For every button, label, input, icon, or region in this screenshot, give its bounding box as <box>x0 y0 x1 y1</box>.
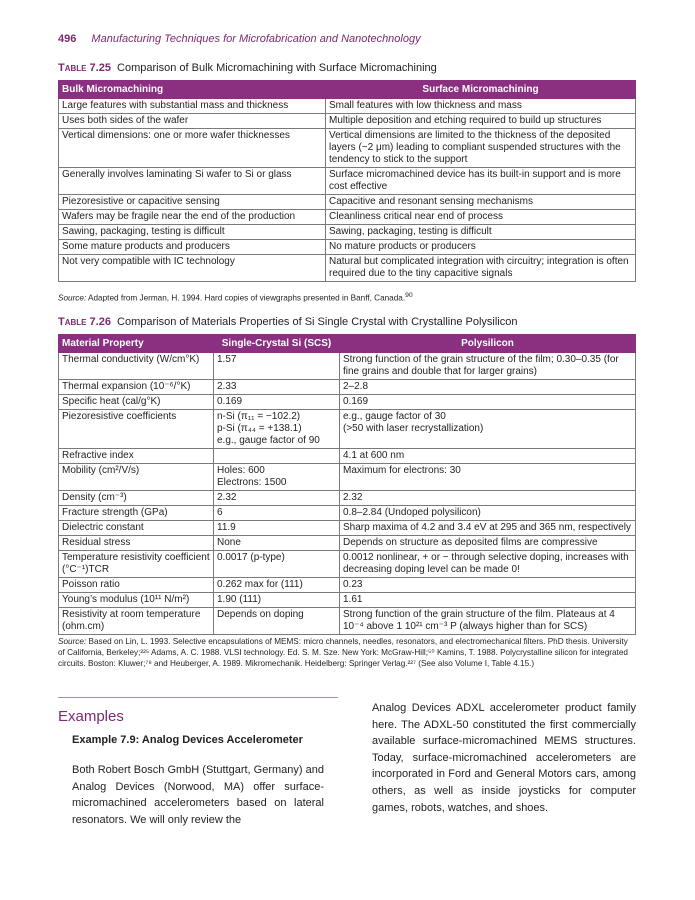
table-725-title: Comparison of Bulk Micromachining with Surface Micromachining <box>117 62 437 74</box>
table-cell: Residual stress <box>59 536 214 551</box>
page-number: 496 <box>58 33 77 45</box>
table-cell: 0.169 <box>214 395 340 410</box>
table-cell: 1.61 <box>340 593 636 608</box>
table-cell: 2.33 <box>214 380 340 395</box>
source-label: Source: <box>58 637 87 646</box>
table-row <box>59 210 636 225</box>
table-726-label: Table 7.26 <box>58 316 111 328</box>
table-725-source <box>58 290 413 304</box>
table-cell: Some mature products and producers <box>59 240 326 255</box>
table-row <box>59 380 636 395</box>
table-row <box>59 551 636 578</box>
table-cell: Generally involves laminating Si wafer to Si or glass <box>59 168 326 195</box>
table-cell: Natural but complicated integration with circuitry; integration is often required due to the tiny capacitive signals <box>326 255 636 282</box>
source-label: Source: <box>58 293 87 303</box>
table-cell <box>214 449 340 464</box>
table-cell: Surface micromachined device has its built-in support and is more cost effective <box>326 168 636 195</box>
example-title: Example 7.9: Analog Devices Accelerometer <box>72 734 303 746</box>
table-cell: Depends on structure as deposited films are compressive <box>340 536 636 551</box>
table-row <box>59 99 636 114</box>
table-row <box>59 521 636 536</box>
table-cell: 4.1 at 600 nm <box>340 449 636 464</box>
table-row <box>59 464 636 491</box>
table-cell: Capacitive and resonant sensing mechanisms <box>326 195 636 210</box>
table-row <box>59 395 636 410</box>
table-row <box>59 608 636 635</box>
table-cell: 0.262 max for (111) <box>214 578 340 593</box>
table-725-header: Surface Micromachining <box>326 81 636 99</box>
table-cell: Depends on doping <box>214 608 340 635</box>
table-cell: Thermal conductivity (W/cm°K) <box>59 353 214 380</box>
table-cell: None <box>214 536 340 551</box>
table-726 <box>58 334 636 635</box>
table-cell: Not very compatible with IC technology <box>59 255 326 282</box>
table-cell: Young’s modulus (10¹¹ N/m²) <box>59 593 214 608</box>
source-text: Based on Lin, L. 1993. Selective encapsulations of MEMS: micro channels, needles, resonators, and electromechanical filters. PhD thesis. University of California, Berkeley;²²⁵ Adams, A. C. 1988. VLSI technology. Ed. S. M. Sze. New York: McGraw-Hill;⁵⁰ Kamins, T. 1988. Polycrystalline silicon for integrated circuits. Boston: Kluwer;⁷⁸ and Heuberger, A. 1989. Mikromechanik. Heidelberg: Springer Verlag.²²⁷ (See also Volume I, Table 4.15.) <box>58 637 628 668</box>
table-cell: 0.23 <box>340 578 636 593</box>
table-cell: Holes: 600 Electrons: 1500 <box>214 464 340 491</box>
table-cell: Thermal expansion (10⁻⁶/°K) <box>59 380 214 395</box>
table-cell: e.g., gauge factor of 30 (>50 with laser recrystallization) <box>340 410 636 449</box>
table-row <box>59 114 636 129</box>
running-head <box>58 33 421 45</box>
table-row <box>59 353 636 380</box>
table-row <box>59 240 636 255</box>
table-row <box>59 578 636 593</box>
table-cell: 2.32 <box>214 491 340 506</box>
table-cell: Cleanliness critical near end of process <box>326 210 636 225</box>
table-row <box>59 593 636 608</box>
table-cell: Piezoresistive coefficients <box>59 410 214 449</box>
table-cell: 1.90 (111) <box>214 593 340 608</box>
table-cell: Specific heat (cal/g°K) <box>59 395 214 410</box>
table-cell: Poisson ratio <box>59 578 214 593</box>
table-cell: 6 <box>214 506 340 521</box>
table-row <box>59 255 636 282</box>
table-cell: Sawing, packaging, testing is difficult <box>326 225 636 240</box>
table-row <box>59 129 636 168</box>
table-row <box>59 536 636 551</box>
table-726-caption <box>58 316 517 328</box>
table-row <box>59 491 636 506</box>
table-cell: Vertical dimensions are limited to the thickness of the deposited layers (~2 μm) leading to compliant suspended structures with the tendency to stick to the support <box>326 129 636 168</box>
table-726-title: Comparison of Materials Properties of Si Single Crystal with Crystalline Polysilicon <box>117 316 518 328</box>
table-cell: 0.0017 (p-type) <box>214 551 340 578</box>
table-cell: 0.169 <box>340 395 636 410</box>
left-paragraph: Both Robert Bosch GmbH (Stuttgart, Germany) and Analog Devices (Norwood, MA) offer surface-micromachined accelerometers based on lateral resonators. We will only review the <box>72 764 324 826</box>
table-row <box>59 225 636 240</box>
table-row <box>59 506 636 521</box>
source-text: Adapted from Jerman, H. 1994. Hard copies of viewgraphs presented in Banff, Canada. <box>88 293 406 303</box>
table-cell: 1.57 <box>214 353 340 380</box>
table-cell: 0.8–2.84 (Undoped polysilicon) <box>340 506 636 521</box>
table-cell: Strong function of the grain structure of the film. Plateaus at 4 10⁻⁴ above 1 10²¹ cm⁻³ P (always higher than for SCS) <box>340 608 636 635</box>
table-row <box>59 168 636 195</box>
table-cell: Mobility (cm²/V/s) <box>59 464 214 491</box>
right-paragraph: Analog Devices ADXL accelerometer product family here. The ADXL-50 constituted the first commercially available surface-micromachined MEMS structures. Today, surface-micromachined accelerometers are incorporated in Ford and General Motors cars, among others, as well as inside joysticks for computer games, robots, watches, and shoes. <box>372 702 636 814</box>
table-725-header: Bulk Micromachining <box>59 81 326 99</box>
table-725-caption <box>58 62 437 74</box>
table-cell: 2–2.8 <box>340 380 636 395</box>
table-cell: Density (cm⁻³) <box>59 491 214 506</box>
book-title: Manufacturing Techniques for Microfabrication and Nanotechnology <box>91 33 421 45</box>
examples-heading: Examples <box>58 708 124 725</box>
table-725 <box>58 80 636 282</box>
table-cell: Fracture strength (GPa) <box>59 506 214 521</box>
table-cell: 11.9 <box>214 521 340 536</box>
table-cell: Temperature resistivity coefficient (°C⁻¹)TCR <box>59 551 214 578</box>
table-cell: Piezoresistive or capacitive sensing <box>59 195 326 210</box>
table-row <box>59 195 636 210</box>
table-cell: Refractive index <box>59 449 214 464</box>
source-ref: 90 <box>405 292 413 299</box>
table-row <box>59 410 636 449</box>
table-726-header: Polysilicon <box>340 335 636 353</box>
table-cell: n-Si (π₁₁ = −102.2) p-Si (π₄₄ = +138.1) e.g., gauge factor of 90 <box>214 410 340 449</box>
table-726-header: Single-Crystal Si (SCS) <box>214 335 340 353</box>
section-divider <box>58 697 338 698</box>
table-726-source <box>58 636 636 669</box>
table-cell: Maximum for electrons: 30 <box>340 464 636 491</box>
table-cell: Large features with substantial mass and thickness <box>59 99 326 114</box>
table-cell: Uses both sides of the wafer <box>59 114 326 129</box>
table-cell: Strong function of the grain structure of the film; 0.30–0.35 (for fine grains and double that for larger grains) <box>340 353 636 380</box>
table-cell: Vertical dimensions: one or more wafer thicknesses <box>59 129 326 168</box>
table-cell: Sharp maxima of 4.2 and 3.4 eV at 295 and 365 nm, respectively <box>340 521 636 536</box>
table-cell: Small features with low thickness and mass <box>326 99 636 114</box>
table-726-header: Material Property <box>59 335 214 353</box>
table-row <box>59 449 636 464</box>
table-cell: 2.32 <box>340 491 636 506</box>
table-cell: Sawing, packaging, testing is difficult <box>59 225 326 240</box>
table-cell: Wafers may be fragile near the end of the production <box>59 210 326 225</box>
table-cell: No mature products or producers <box>326 240 636 255</box>
table-cell: Multiple deposition and etching required to build up structures <box>326 114 636 129</box>
table-cell: Dielectric constant <box>59 521 214 536</box>
table-cell: 0.0012 nonlinear, + or − through selective doping, increases with decreasing doping level can be made 0! <box>340 551 636 578</box>
table-cell: Resistivity at room temperature (ohm.cm) <box>59 608 214 635</box>
table-725-label: Table 7.25 <box>58 62 111 74</box>
